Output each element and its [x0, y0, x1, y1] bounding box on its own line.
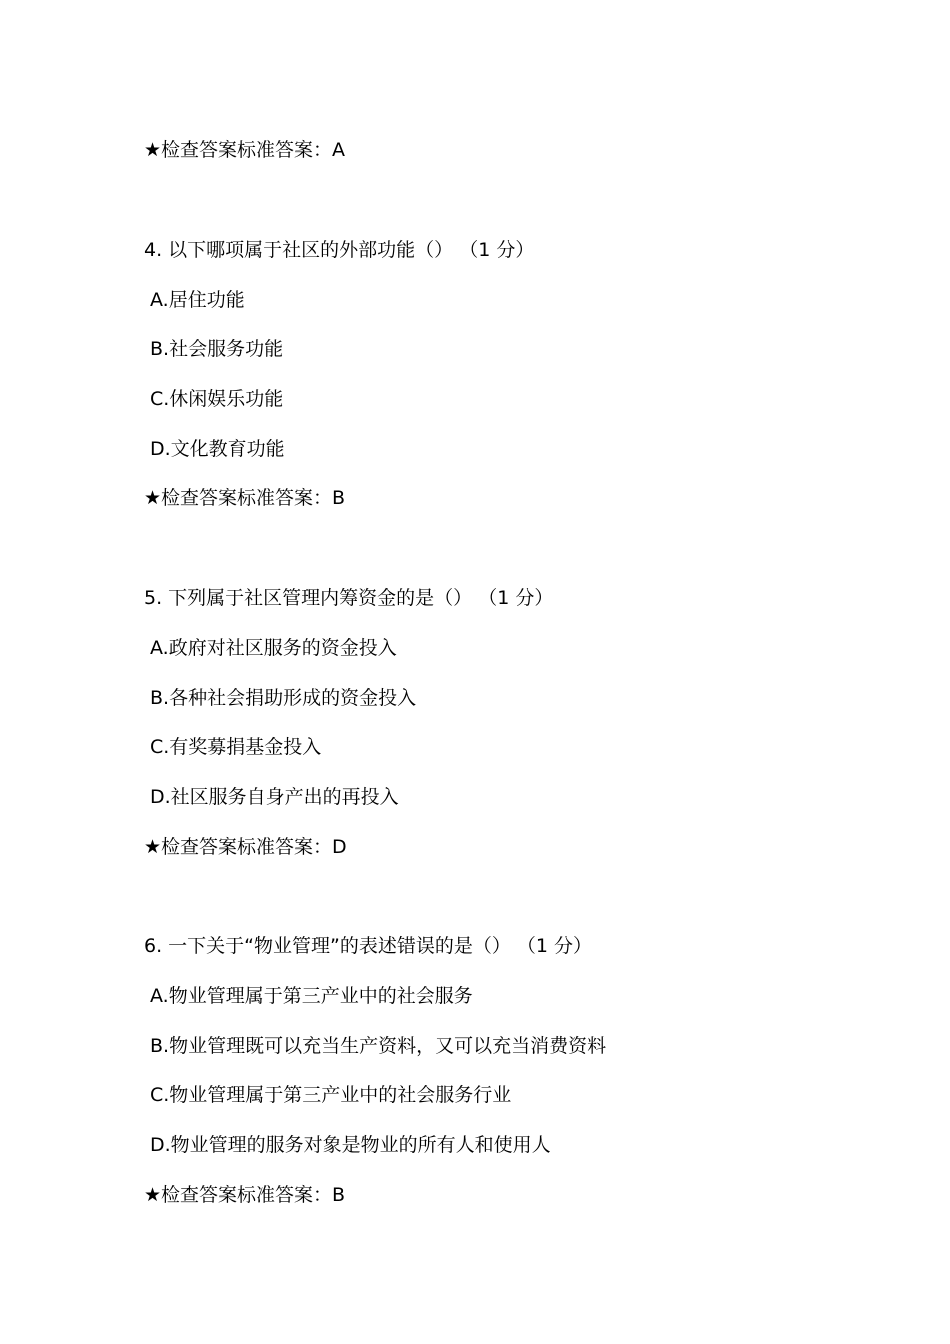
question-5-answer: ★检查答案标准答案：D	[144, 836, 347, 858]
question-4-stem: 4. 以下哪项属于社区的外部功能（） （1 分）	[144, 239, 535, 261]
question-6-option-d: D.物业管理的服务对象是物业的所有人和使用人	[150, 1134, 551, 1156]
question-6-stem: 6. 一下关于“物业管理”的表述错误的是（） （1 分）	[144, 935, 593, 957]
question-4-option-c: C.休闲娱乐功能	[150, 388, 284, 410]
question-6-option-c: C.物业管理属于第三产业中的社会服务行业	[150, 1084, 512, 1106]
question-6-answer: ★检查答案标准答案：B	[144, 1184, 346, 1206]
answer-line: ★检查答案标准答案：A	[144, 139, 346, 161]
question-5-option-d: D.社区服务自身产出的再投入	[150, 786, 399, 808]
question-5-option-c: C.有奖募捐基金投入	[150, 736, 322, 758]
question-5-option-b: B.各种社会捐助形成的资金投入	[150, 687, 417, 709]
question-4-option-b: B.社会服务功能	[150, 338, 284, 360]
question-5-stem: 5. 下列属于社区管理内筹资金的是（） （1 分）	[144, 587, 554, 609]
question-6-option-a: A.物业管理属于第三产业中的社会服务	[150, 985, 473, 1007]
question-4-option-a: A.居住功能	[150, 289, 245, 311]
question-4-answer: ★检查答案标准答案：B	[144, 487, 346, 509]
question-5-option-a: A.政府对社区服务的资金投入	[150, 637, 397, 659]
question-4-option-d: D.文化教育功能	[150, 438, 285, 460]
question-6-option-b: B.物业管理既可以充当生产资料，又可以充当消费资料	[150, 1035, 607, 1057]
